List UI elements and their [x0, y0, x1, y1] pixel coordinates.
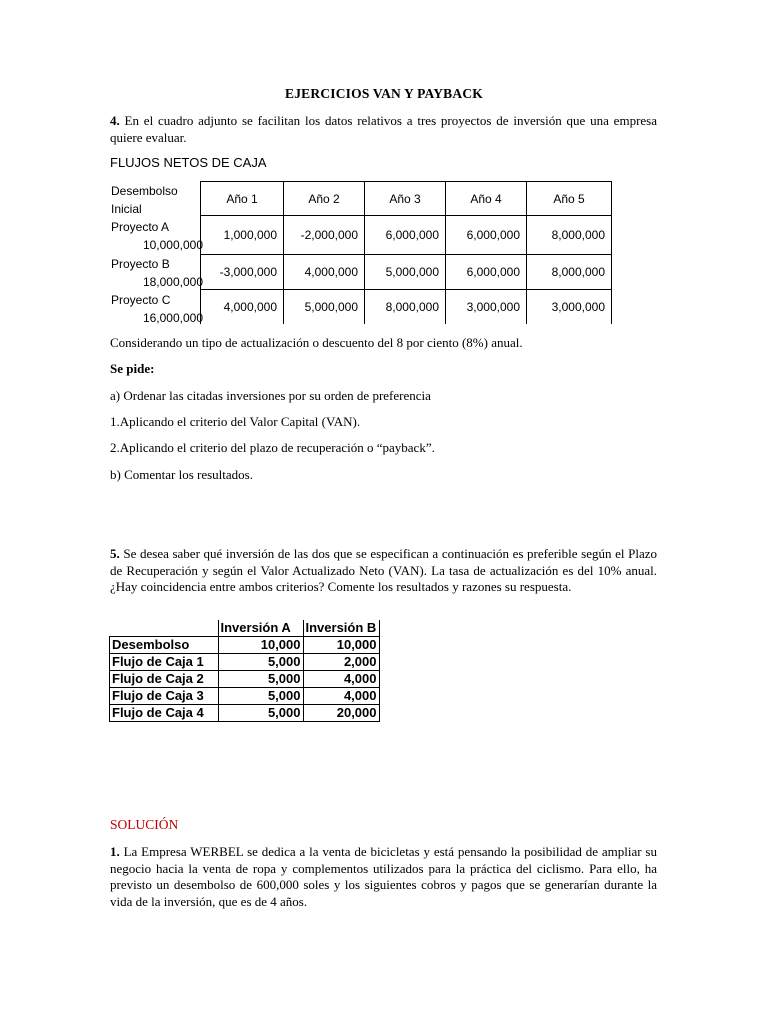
solution-1-statement [110, 844, 657, 910]
row-label-project-c [111, 291, 203, 327]
table-header-row [110, 620, 380, 637]
cell: 8,000,000 [527, 255, 612, 290]
cell: 6,000,000 [446, 216, 527, 255]
table-row [110, 671, 380, 688]
cell: 4,000 [303, 688, 379, 705]
cell: 3,000,000 [446, 290, 527, 325]
cell: -2,000,000 [284, 216, 365, 255]
table-1-title: FLUJOS NETOS DE CAJA [110, 155, 267, 170]
exercise-4-number: 4. [110, 113, 120, 128]
table-row [201, 290, 612, 325]
header-year-3: Año 3 [365, 182, 446, 216]
header-year-5: Año 5 [527, 182, 612, 216]
corner-label-line-2: Inicial [111, 202, 142, 216]
exercise-5-statement [110, 546, 657, 596]
cell: 6,000,000 [365, 216, 446, 255]
exercise-4-text: En el cuadro adjunto se facilitan los datos relativos a tres proyectos de inversión que una empresa quiere evaluar. [110, 113, 657, 145]
cell: 6,000,000 [446, 255, 527, 290]
cell: 4,000 [303, 671, 379, 688]
row-label: Flujo de Caja 4 [110, 705, 219, 722]
row-label: Desembolso [110, 637, 219, 654]
table-row [110, 688, 380, 705]
corner-label [111, 182, 203, 218]
table-row [201, 216, 612, 255]
row-label-project-a [111, 218, 203, 254]
table-row [110, 637, 380, 654]
cell: 8,000,000 [527, 216, 612, 255]
cell: 10,000 [218, 637, 303, 654]
item-b: b) Comentar los resultados. [110, 467, 253, 482]
row-label: Flujo de Caja 2 [110, 671, 219, 688]
row-label-project-b [111, 255, 203, 291]
cell: 5,000 [218, 654, 303, 671]
project-name: Proyecto B [111, 257, 170, 271]
row-label: Flujo de Caja 3 [110, 688, 219, 705]
corner-label-line-1: Desembolso [111, 184, 178, 198]
cell: 20,000 [303, 705, 379, 722]
item-2: 2.Aplicando el criterio del plazo de recuperación o “payback”. [110, 440, 435, 455]
se-pide-heading: Se pide: [110, 361, 155, 376]
row-label: Flujo de Caja 1 [110, 654, 219, 671]
investment-table [109, 620, 380, 722]
cell: -3,000,000 [201, 255, 284, 290]
cell: 5,000 [218, 705, 303, 722]
header-investment-b: Inversión B [303, 620, 379, 637]
solution-1-number: 1. [110, 844, 120, 859]
cell: 5,000 [218, 671, 303, 688]
discount-rate-text: Considerando un tipo de actualización o descuento del 8 por ciento (8%) anual. [110, 335, 523, 350]
project-outlay: 18,000,000 [142, 275, 203, 289]
empty-corner [110, 620, 219, 637]
project-name: Proyecto A [111, 220, 170, 234]
cell: 4,000,000 [284, 255, 365, 290]
header-year-2: Año 2 [284, 182, 365, 216]
exercise-5-text: Se desea saber qué inversión de las dos que se especifican a continuación es preferible según el Plazo de Recuperación y según el Valor Actualizado Neto (VAN). La tasa de actualización es del 10% anual. ¿Hay coincidencia entre ambos criterios? Comente los resultados y razones su respuesta. [110, 546, 657, 594]
project-name: Proyecto C [111, 293, 171, 307]
cell: 5,000,000 [365, 255, 446, 290]
project-outlay: 16,000,000 [142, 311, 203, 325]
cell: 2,000 [303, 654, 379, 671]
table-header-row [201, 182, 612, 216]
cell: 5,000 [218, 688, 303, 705]
cell: 1,000,000 [201, 216, 284, 255]
item-1: 1.Aplicando el criterio del Valor Capital (VAN). [110, 414, 361, 429]
header-investment-a: Inversión A [218, 620, 303, 637]
item-a: a) Ordenar las citadas inversiones por su orden de preferencia [110, 388, 431, 403]
table-row [201, 255, 612, 290]
header-year-1: Año 1 [201, 182, 284, 216]
solution-1-text: La Empresa WERBEL se dedica a la venta de bicicletas y está pensando la posibilidad de ampliar su negocio hacia la venta de ropa y complementos utilizados para la práctica del ciclismo. Para ello, ha previsto un desembolso de 600,000 soles y los siguientes cobros y pagos que se generarían durante la vida de la inversión, que es de 4 años. [110, 844, 657, 909]
cell: 10,000 [303, 637, 379, 654]
cell: 8,000,000 [365, 290, 446, 325]
cell: 4,000,000 [201, 290, 284, 325]
solution-heading: SOLUCIÓN [110, 817, 179, 832]
exercise-5-number: 5. [110, 546, 120, 561]
table-row [110, 654, 380, 671]
cell: 5,000,000 [284, 290, 365, 325]
cash-flow-grid [200, 181, 612, 324]
table-row [110, 705, 380, 722]
cell: 3,000,000 [527, 290, 612, 325]
exercise-4-statement [110, 113, 657, 146]
header-year-4: Año 4 [446, 182, 527, 216]
page-title: EJERCICIOS VAN Y PAYBACK [285, 86, 483, 101]
project-outlay: 10,000,000 [142, 238, 203, 252]
